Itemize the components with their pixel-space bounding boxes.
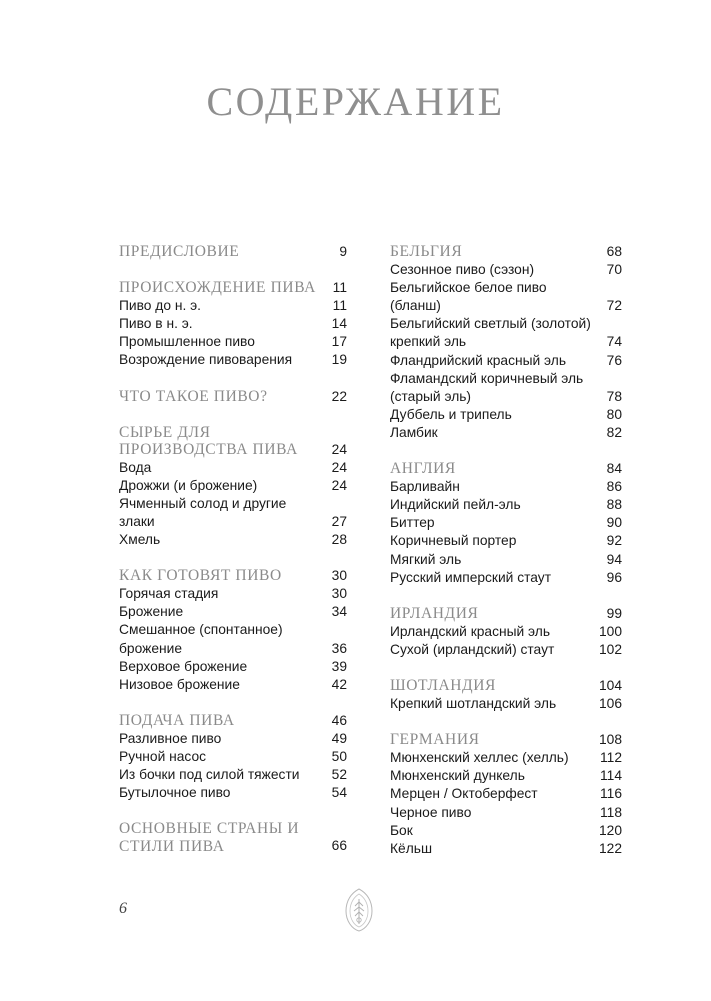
toc-subentry[interactable] <box>119 315 347 333</box>
toc-entry-title: Из бочки под силой тяжести <box>119 767 300 783</box>
toc-entry-page: 72 <box>606 298 622 314</box>
toc-section <box>119 567 347 694</box>
toc-subentry[interactable] <box>390 641 622 659</box>
toc-entry-title: Хмель <box>119 532 161 548</box>
toc-entry-page: 90 <box>606 515 622 531</box>
toc-entry-title: Ячменный солод и другие злаки <box>119 495 287 529</box>
toc-entry-title: АНГЛИЯ <box>390 460 456 478</box>
toc-section <box>119 424 347 549</box>
toc-entry-title: Фламандский коричневый эль (старый эль) <box>390 370 584 404</box>
toc-entry-page: 24 <box>331 477 347 493</box>
toc-entry-title: Мягкий эль <box>390 551 462 567</box>
toc-entry-page: 22 <box>331 388 347 404</box>
toc-entry-page: 24 <box>331 441 347 457</box>
toc-subentry[interactable] <box>119 297 347 315</box>
toc-subentry[interactable] <box>390 279 622 315</box>
toc-entry-page: 46 <box>331 712 347 728</box>
toc-entry-page: 74 <box>606 334 622 350</box>
toc-entry-page: 14 <box>331 316 347 332</box>
toc-entry-page: 52 <box>331 767 347 783</box>
toc-entry-title: Мюнхенский хеллес (хелль) <box>390 750 569 766</box>
page-number: 6 <box>119 900 127 917</box>
toc-entry-title: Возрождение пивоварения <box>119 352 293 368</box>
toc-section <box>390 731 622 858</box>
toc-entry-title: Пиво в н. э. <box>119 316 193 332</box>
toc-subentry[interactable] <box>119 459 347 477</box>
toc-subentry[interactable] <box>390 623 622 641</box>
toc-entry-title: Мюнхенский дункель <box>390 768 525 784</box>
toc-entry-page: 36 <box>331 640 347 656</box>
toc-entry-title: Ирландский красный эль <box>390 623 551 639</box>
toc-entry-title: Ламбик <box>390 424 438 440</box>
toc-subentry[interactable] <box>390 695 622 713</box>
toc-subentry[interactable] <box>390 840 622 858</box>
toc-entry-page: 66 <box>331 838 347 854</box>
toc-entry-title: ПРОИСХОЖДЕНИЕ ПИВА <box>119 279 316 297</box>
toc-entry-title: Вода <box>119 459 152 475</box>
toc-entry-page: 76 <box>606 352 622 368</box>
toc-chapter-heading[interactable] <box>119 567 347 585</box>
toc-entry-title: Дрожжи (и брожение) <box>119 477 258 493</box>
toc-entry-title: Бельгийское белое пиво (бланш) <box>390 280 547 314</box>
toc-entry-title: Сезонное пиво (сэзон) <box>390 262 535 278</box>
page-title: СОДЕРЖАНИЕ <box>206 79 505 124</box>
toc-subentry[interactable] <box>390 569 622 587</box>
toc-entry-page: 82 <box>606 424 622 440</box>
toc-section <box>390 243 622 442</box>
toc-section <box>119 243 347 261</box>
toc-section <box>119 712 347 802</box>
toc-subentry[interactable] <box>390 767 622 785</box>
toc-subentry[interactable] <box>119 585 347 603</box>
toc-entry-title: Пиво до н. э. <box>119 298 202 314</box>
toc-entry-page: 100 <box>598 623 622 639</box>
toc-entry-title: СЫРЬЕ ДЛЯ ПРОИЗВОДСТВА ПИВА <box>119 423 298 459</box>
toc-entry-page: 112 <box>600 750 622 766</box>
toc-subentry[interactable] <box>119 495 347 531</box>
toc-subentry[interactable] <box>390 749 622 767</box>
toc-subentry[interactable] <box>119 477 347 495</box>
toc-entry-page: 102 <box>598 641 622 657</box>
toc-entry-page: 28 <box>331 532 347 548</box>
toc-entry-title: Разливное пиво <box>119 730 222 746</box>
toc-subentry[interactable] <box>390 406 622 424</box>
toc-section <box>119 279 347 369</box>
toc-entry-page: 50 <box>331 748 347 764</box>
toc-chapter-heading[interactable] <box>390 731 622 749</box>
toc-chapter-heading[interactable] <box>119 279 347 297</box>
toc-entry-title: ПРЕДИСЛОВИЕ <box>119 243 240 260</box>
toc-entry-title: Брожение <box>119 604 184 620</box>
toc-subentry[interactable] <box>390 804 622 822</box>
toc-entry-title: Черное пиво <box>390 804 472 820</box>
toc-entry-page: 30 <box>331 568 347 584</box>
toc-entry-page: 17 <box>331 334 347 350</box>
toc-entry-page: 99 <box>606 605 622 621</box>
toc-entry-page: 108 <box>598 732 622 748</box>
toc-column-right <box>390 243 622 876</box>
toc-section <box>390 677 622 713</box>
toc-subentry[interactable] <box>390 532 622 550</box>
toc-subentry[interactable] <box>390 261 622 279</box>
toc-subentry[interactable] <box>119 676 347 694</box>
toc-subentry[interactable] <box>119 603 347 621</box>
toc-entry-title: Русский имперский стаут <box>390 569 552 585</box>
toc-subentry[interactable] <box>390 315 622 351</box>
toc-subentry[interactable] <box>390 822 622 840</box>
toc-section <box>390 605 622 659</box>
toc-entry-title: Индийский пейл-эль <box>390 497 521 513</box>
toc-entry-page: 49 <box>331 730 347 746</box>
toc-entry-title: Биттер <box>390 515 435 531</box>
toc-chapter-heading[interactable] <box>390 243 622 261</box>
toc-entry-title: Коричневый портер <box>390 533 517 549</box>
toc-entry-page: 88 <box>606 497 622 513</box>
toc-entry-title: ОСНОВНЫЕ СТРАНЫ И СТИЛИ ПИВА <box>119 820 300 855</box>
toc-subentry[interactable] <box>119 784 347 802</box>
toc-entry-title: БЕЛЬГИЯ <box>390 243 463 260</box>
toc-subentry[interactable] <box>390 424 622 442</box>
toc-entry-page: 96 <box>606 569 622 585</box>
toc-entry-title: Дуббель и трипель <box>390 406 512 422</box>
toc-subentry[interactable] <box>119 658 347 676</box>
toc-section <box>390 460 622 587</box>
toc-entry-page: 27 <box>331 513 347 529</box>
toc-subentry[interactable] <box>119 730 347 748</box>
toc-subentry[interactable] <box>119 748 347 766</box>
toc-entry-page: 94 <box>606 551 622 567</box>
toc-entry-page: 11 <box>332 298 347 314</box>
toc-subentry[interactable] <box>119 333 347 351</box>
toc-entry-title: Сухой (ирландский) стаут <box>390 641 555 657</box>
toc-entry-title: Бельгийский светлый (золотой) крепкий эль <box>390 316 591 350</box>
toc-entry-page: 86 <box>606 479 622 495</box>
toc-subentry[interactable] <box>390 551 622 569</box>
toc-entry-page: 120 <box>598 822 622 838</box>
toc-entry-page: 104 <box>598 677 622 693</box>
toc-entry-title: ГЕРМАНИЯ <box>390 731 480 749</box>
toc-entry-page: 122 <box>598 840 622 856</box>
toc-chapter-heading[interactable] <box>119 820 347 855</box>
toc-subentry[interactable] <box>390 370 622 406</box>
toc-subentry[interactable] <box>390 785 622 803</box>
toc-entry-title: КАК ГОТОВЯТ ПИВО <box>119 567 282 585</box>
toc-entry-title: ИРЛАНДИЯ <box>390 604 479 622</box>
toc-chapter-heading[interactable] <box>119 243 347 261</box>
toc-entry-title: Бок <box>390 822 413 838</box>
toc-chapter-heading[interactable] <box>119 712 347 730</box>
toc-entry-title: Бутылочное пиво <box>119 785 231 801</box>
toc-entry-title: Смешанное (спонтанное) брожение <box>119 622 283 656</box>
toc-entry-title: Горячая стадия <box>119 586 219 602</box>
toc-entry-page: 42 <box>331 676 347 692</box>
toc-entry-title: ЧТО ТАКОЕ ПИВО? <box>119 387 268 405</box>
toc-entry-page: 24 <box>331 459 347 475</box>
toc-section <box>119 388 347 406</box>
toc-entry-page: 78 <box>606 388 622 404</box>
toc-entry-page: 114 <box>600 768 622 784</box>
toc-entry-title: Фландрийский красный эль <box>390 352 567 368</box>
publisher-emblem-icon <box>343 887 375 933</box>
toc-entry-title: Ручной насос <box>119 748 207 764</box>
toc-entry-page: 34 <box>331 604 347 620</box>
toc-section <box>119 820 347 855</box>
toc-chapter-heading[interactable] <box>390 460 622 478</box>
toc-subentry[interactable] <box>390 352 622 370</box>
toc-entry-page: 30 <box>331 586 347 602</box>
toc-entry-page: 39 <box>331 658 347 674</box>
toc-subentry[interactable] <box>119 531 347 549</box>
toc-chapter-heading[interactable] <box>119 388 347 406</box>
toc-subentry[interactable] <box>390 478 622 496</box>
toc-entry-page: 92 <box>606 533 622 549</box>
toc-entry-page: 70 <box>606 262 622 278</box>
toc-chapter-heading[interactable] <box>119 424 347 459</box>
toc-entry-title: Барливайн <box>390 479 460 495</box>
toc-entry-title: Кёльш <box>390 840 433 856</box>
toc-subentry[interactable] <box>119 351 347 369</box>
toc-entry-title: Промышленное пиво <box>119 334 255 350</box>
toc-entry-title: ШОТЛАНДИЯ <box>390 676 496 694</box>
toc-entry-page: 54 <box>331 785 347 801</box>
toc-entry-title: Верховое брожение <box>119 658 248 674</box>
toc-subentry[interactable] <box>390 496 622 514</box>
toc-entry-page: 9 <box>339 244 347 259</box>
toc-chapter-heading[interactable] <box>390 605 622 623</box>
toc-entry-page: 116 <box>600 786 622 802</box>
toc-entry-title: Крепкий шотландский эль <box>390 696 557 712</box>
toc-entry-page: 11 <box>332 280 347 296</box>
toc-entry-title: Низовое брожение <box>119 676 240 692</box>
toc-subentry[interactable] <box>390 514 622 532</box>
toc-entry-page: 68 <box>606 244 622 259</box>
toc-subentry[interactable] <box>119 766 347 784</box>
toc-entry-page: 84 <box>606 461 622 477</box>
toc-entry-page: 80 <box>606 406 622 422</box>
toc-chapter-heading[interactable] <box>390 677 622 695</box>
toc-entry-page: 19 <box>331 352 347 368</box>
toc-column-left <box>119 243 347 873</box>
toc-entry-title: ПОДАЧА ПИВА <box>119 711 235 729</box>
toc-subentry[interactable] <box>119 621 347 657</box>
toc-entry-title: Мерцен / Октоберфест <box>390 786 538 802</box>
toc-entry-page: 106 <box>598 696 622 712</box>
toc-entry-page: 118 <box>600 804 622 820</box>
